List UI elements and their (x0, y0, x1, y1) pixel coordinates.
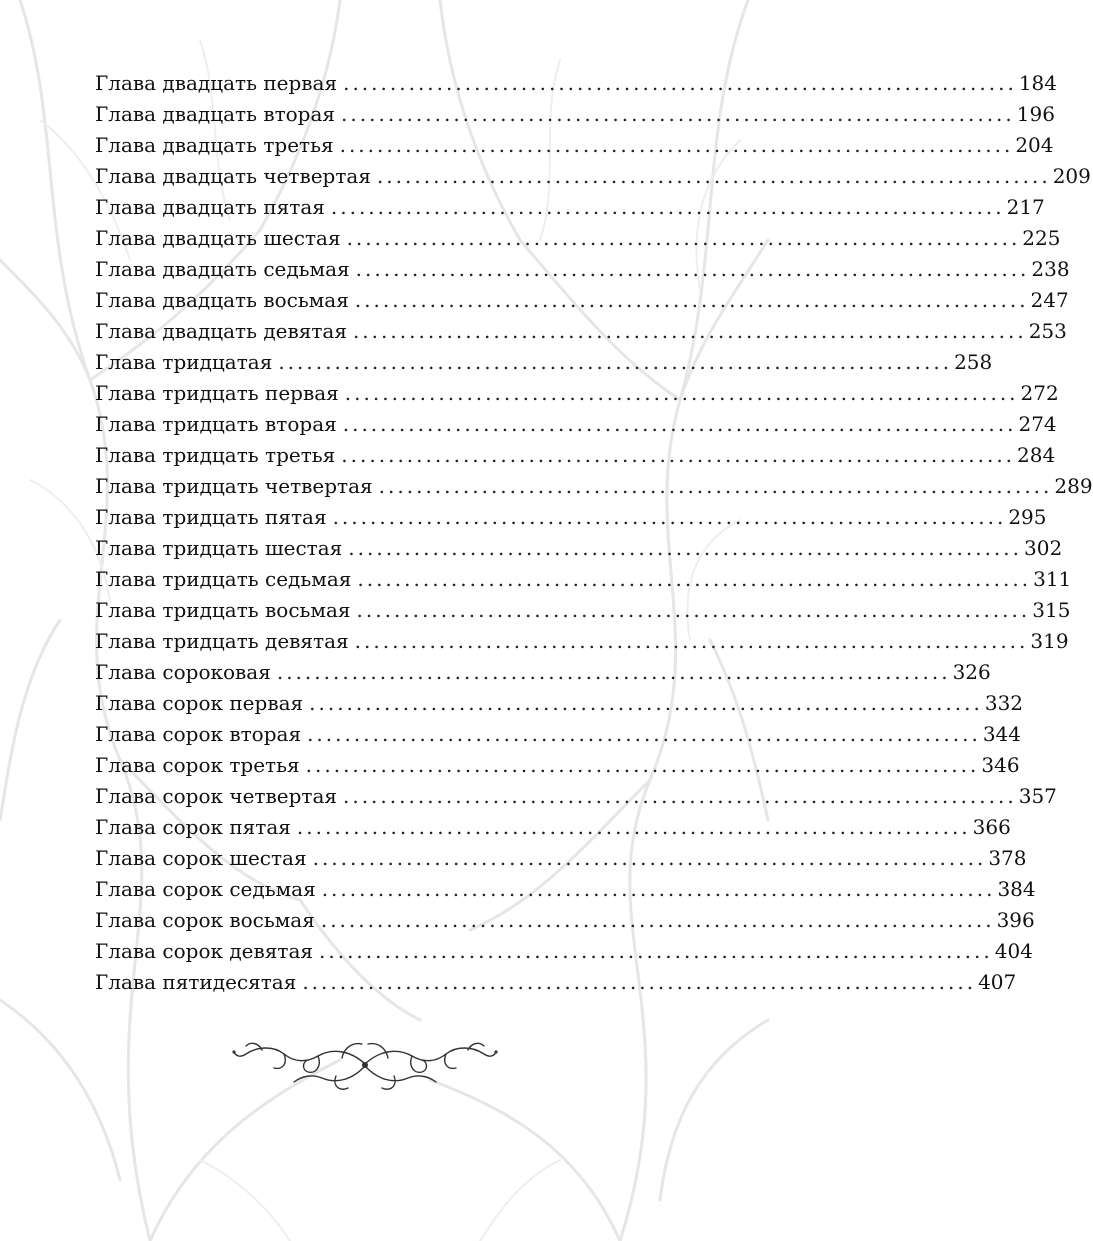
chapter-title: Глава сорок шестая (95, 846, 307, 870)
toc-entry (95, 567, 1072, 598)
page-number: 344 (982, 722, 1021, 746)
toc-entry (95, 660, 991, 691)
page-number: 225 (1022, 226, 1061, 250)
dot-leader: ........................................................................ (355, 257, 1030, 281)
toc-entry (95, 877, 1036, 908)
toc-entry (95, 195, 1045, 226)
dot-leader: ........................................................................ (348, 536, 1022, 560)
page-number: 311 (1033, 567, 1072, 591)
dot-leader: ........................................................................ (342, 412, 1017, 436)
dot-leader: ........................................................................ (343, 71, 1017, 95)
toc-entry (95, 350, 993, 381)
page-number: 357 (1018, 784, 1057, 808)
table-of-contents (95, 71, 1093, 1001)
dot-leader: ........................................................................ (276, 660, 951, 684)
page-number: 326 (952, 660, 991, 684)
chapter-title: Глава тридцать четвертая (95, 474, 373, 498)
page-number: 332 (984, 691, 1024, 715)
page-number: 384 (997, 877, 1036, 901)
page-number: 407 (978, 970, 1017, 994)
page-number: 272 (1020, 381, 1059, 405)
chapter-title: Глава двадцать шестая (95, 226, 341, 250)
page-number: 238 (1031, 257, 1070, 281)
toc-entry (95, 164, 1091, 195)
dot-leader: ........................................................................ (330, 195, 1005, 219)
toc-entry (95, 846, 1027, 877)
chapter-title: Глава сорок четвертая (95, 784, 337, 808)
dot-leader: ........................................................................ (344, 381, 1019, 405)
chapter-title: Глава двадцать четвертая (95, 164, 371, 188)
dot-leader: ........................................................................ (305, 753, 980, 777)
dot-leader: ........................................................................ (376, 164, 1051, 188)
page-number: 209 (1052, 164, 1091, 188)
dot-leader: ........................................................................ (356, 598, 1031, 622)
chapter-title: Глава двадцать пятая (95, 195, 325, 219)
dot-leader: ........................................................................ (339, 133, 1014, 157)
toc-entry (95, 598, 1071, 629)
dot-leader: ........................................................................ (341, 102, 1015, 126)
dot-leader: ........................................................................ (342, 784, 1017, 808)
page-number: 315 (1032, 598, 1071, 622)
chapter-title: Глава тридцать девятая (95, 629, 349, 653)
chapter-title: Глава тридцать пятая (95, 505, 327, 529)
toc-entry (95, 815, 1011, 846)
dot-leader: ........................................................................ (278, 350, 953, 374)
page-number: 196 (1016, 102, 1055, 126)
page-number: 253 (1028, 319, 1067, 343)
toc-entry (95, 691, 1024, 722)
chapter-title: Глава двадцать восьмая (95, 288, 349, 312)
chapter-title: Глава тридцать шестая (95, 536, 343, 560)
chapter-title: Глава тридцать третья (95, 443, 336, 467)
chapter-title: Глава сорок первая (95, 691, 304, 715)
chapter-title: Глава тридцать восьмая (95, 598, 351, 622)
page-number: 204 (1015, 133, 1054, 157)
page-number: 378 (988, 846, 1027, 870)
page-number: 404 (994, 939, 1033, 963)
chapter-title: Глава двадцать третья (95, 133, 334, 157)
dot-leader: ........................................................................ (312, 846, 987, 870)
chapter-title: Глава сорок девятая (95, 939, 313, 963)
chapter-title: Глава сорок вторая (95, 722, 302, 746)
toc-entry (95, 753, 1020, 784)
page-number: 217 (1006, 195, 1045, 219)
chapter-title: Глава двадцать девятая (95, 319, 347, 343)
chapter-title: Глава сороковая (95, 660, 271, 684)
page-number: 295 (1008, 505, 1047, 529)
page-number: 258 (954, 350, 993, 374)
toc-entry (95, 71, 1058, 102)
page-number: 302 (1024, 536, 1063, 560)
dot-leader: ........................................................................ (302, 970, 977, 994)
toc-entry (95, 443, 1056, 474)
chapter-title: Глава пятидесятая (95, 970, 297, 994)
page-number: 319 (1030, 629, 1069, 653)
dot-leader: ........................................................................ (354, 288, 1029, 312)
page-number: 396 (996, 908, 1035, 932)
chapter-title: Глава двадцать первая (95, 71, 338, 95)
toc-entry (95, 381, 1059, 412)
page-number: 284 (1017, 443, 1056, 467)
chapter-title: Глава тридцать первая (95, 381, 339, 405)
chapter-title: Глава тридцатая (95, 350, 273, 374)
dot-leader: ........................................................................ (332, 505, 1007, 529)
dot-leader: ........................................................................ (321, 877, 996, 901)
dot-leader: ........................................................................ (378, 474, 1053, 498)
page-number: 274 (1018, 412, 1057, 436)
toc-entry (95, 784, 1057, 815)
flourish-ornament-icon (232, 1036, 498, 1094)
dot-leader: ........................................................................ (309, 691, 983, 715)
toc-entry (95, 319, 1067, 350)
chapter-title: Глава тридцать вторая (95, 412, 337, 436)
toc-entry (95, 722, 1021, 753)
toc-entry (95, 629, 1069, 660)
dot-leader: ........................................................................ (341, 443, 1016, 467)
dot-leader: ........................................................................ (320, 908, 995, 932)
page-number: 247 (1030, 288, 1069, 312)
dot-leader: ........................................................................ (354, 629, 1029, 653)
toc-entry (95, 257, 1070, 288)
toc-entry (95, 908, 1035, 939)
page-number: 289 (1054, 474, 1093, 498)
toc-entry (95, 474, 1093, 505)
toc-entry (95, 412, 1057, 443)
toc-entry (95, 939, 1033, 970)
chapter-title: Глава сорок восьмая (95, 908, 315, 932)
page-number: 184 (1018, 71, 1058, 95)
toc-entry (95, 288, 1069, 319)
dot-leader: ........................................................................ (296, 815, 971, 839)
toc-entry (95, 536, 1063, 567)
dot-leader: ........................................................................ (319, 939, 993, 963)
toc-entry (95, 970, 1017, 1001)
dot-leader: ........................................................................ (307, 722, 981, 746)
page-number: 366 (972, 815, 1011, 839)
page-number: 346 (981, 753, 1020, 777)
dot-leader: ........................................................................ (346, 226, 1021, 250)
toc-entry (95, 226, 1061, 257)
chapter-title: Глава двадцать седьмая (95, 257, 350, 281)
toc-entry (95, 505, 1047, 536)
toc-entry (95, 102, 1055, 133)
chapter-title: Глава сорок седьмая (95, 877, 316, 901)
chapter-title: Глава сорок пятая (95, 815, 291, 839)
chapter-title: Глава двадцать вторая (95, 102, 336, 126)
dot-leader: ........................................................................ (357, 567, 1032, 591)
toc-entry (95, 133, 1054, 164)
chapter-title: Глава сорок третья (95, 753, 300, 777)
dot-leader: ........................................................................ (352, 319, 1027, 343)
chapter-title: Глава тридцать седьмая (95, 567, 352, 591)
